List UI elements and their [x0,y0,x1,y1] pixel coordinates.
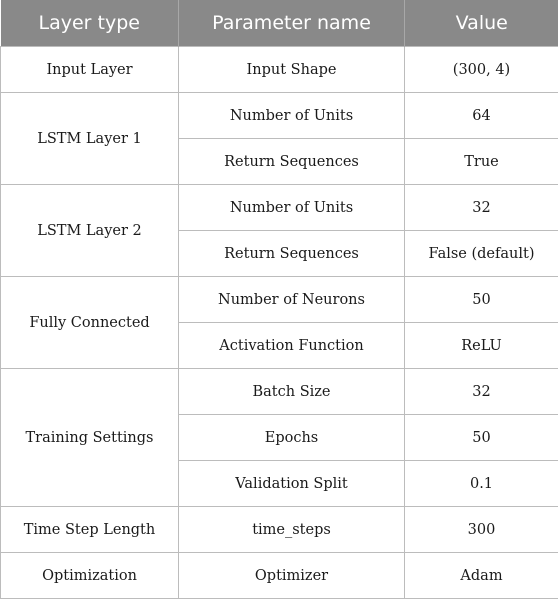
value-cell: True [405,139,558,185]
header-parameter-name: Parameter name [179,0,405,47]
table-row [1,93,558,139]
parameter-name-cell: Number of Neurons [179,277,405,323]
value-cell: (300, 4) [405,47,558,93]
parameter-name-cell: Validation Split [179,461,405,507]
layer-type-cell: Input Layer [1,47,179,93]
value-cell: 32 [405,369,558,415]
table-row [1,553,558,599]
parameter-name-cell: Number of Units [179,93,405,139]
value-cell: 50 [405,415,558,461]
parameter-name-cell: Activation Function [179,323,405,369]
parameter-name-cell: Optimizer [179,553,405,599]
parameter-name-cell: Return Sequences [179,139,405,185]
table-row [1,185,558,231]
value-cell: 50 [405,277,558,323]
table-header [1,0,558,47]
header-layer-type: Layer type [1,0,179,47]
layer-type-cell: Training Settings [1,369,179,507]
value-cell: False (default) [405,231,558,277]
value-cell: 64 [405,93,558,139]
header-row [1,0,558,47]
table-body [1,47,558,599]
layer-type-cell: LSTM Layer 1 [1,93,179,185]
table-row [1,277,558,323]
header-value: Value [405,0,558,47]
layer-type-cell: Optimization [1,553,179,599]
table-row [1,507,558,553]
layer-type-cell: LSTM Layer 2 [1,185,179,277]
value-cell: 32 [405,185,558,231]
parameter-name-cell: Input Shape [179,47,405,93]
table-row [1,369,558,415]
table-row [1,47,558,93]
parameter-name-cell: Number of Units [179,185,405,231]
parameter-name-cell: time_steps [179,507,405,553]
parameter-name-cell: Return Sequences [179,231,405,277]
parameter-name-cell: Epochs [179,415,405,461]
value-cell: ReLU [405,323,558,369]
parameter-name-cell: Batch Size [179,369,405,415]
value-cell: 300 [405,507,558,553]
value-cell: 0.1 [405,461,558,507]
value-cell: Adam [405,553,558,599]
layer-type-cell: Fully Connected [1,277,179,369]
layer-type-cell: Time Step Length [1,507,179,553]
